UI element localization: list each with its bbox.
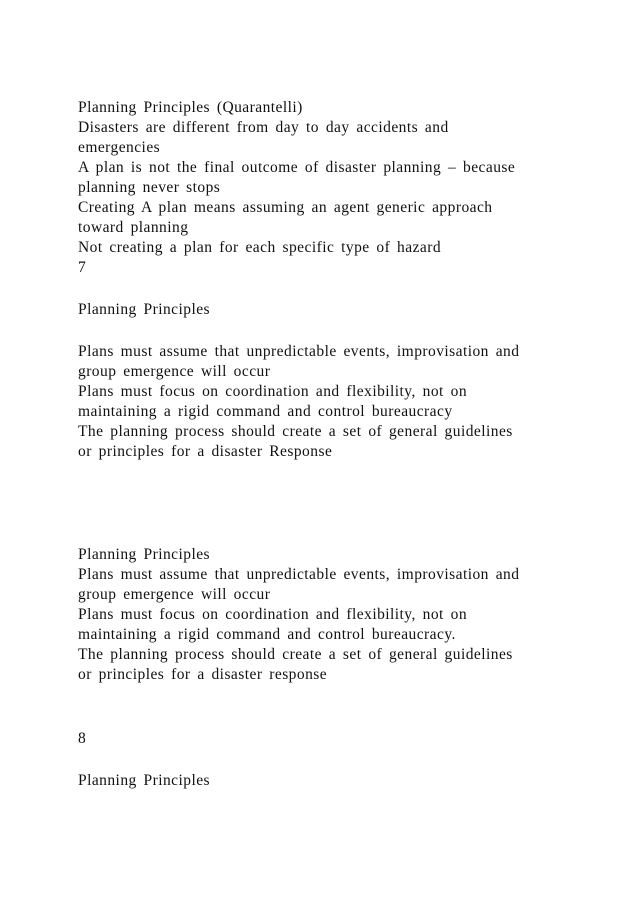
text-line: or principles for a disaster Response xyxy=(78,443,333,460)
text-line: maintaining a rigid command and control bureaucracy xyxy=(78,403,453,420)
section-heading: Planning Principles xyxy=(78,772,211,789)
text-line: The planning process should create a set of general guidelines xyxy=(78,646,513,663)
text-line: A plan is not the final outcome of disaster planning – because xyxy=(78,159,516,176)
text-line: Creating A plan means assuming an agent generic approach xyxy=(78,199,493,216)
text-line: toward planning xyxy=(78,219,189,236)
text-line: group emergence will occur xyxy=(78,363,271,380)
text-line: group emergence will occur xyxy=(78,586,271,603)
section-heading: Planning Principles xyxy=(78,546,211,563)
text-line: Plans must focus on coordination and flexibility, not on xyxy=(78,606,468,623)
text-line: Not creating a plan for each specific type of hazard xyxy=(78,239,442,256)
text-line: The planning process should create a set of general guidelines xyxy=(78,423,513,440)
text-line: or principles for a disaster response xyxy=(78,666,328,683)
section-heading: Planning Principles xyxy=(78,301,211,318)
text-line: Plans must focus on coordination and flexibility, not on xyxy=(78,383,468,400)
text-line: planning never stops xyxy=(78,179,221,196)
text-line: Plans must assume that unpredictable events, improvisation and xyxy=(78,566,520,583)
text-line: maintaining a rigid command and control bureaucracy. xyxy=(78,626,456,643)
text-line: Plans must assume that unpredictable events, improvisation and xyxy=(78,343,520,360)
text-line: Planning Principles (Quarantelli) xyxy=(78,99,303,116)
text-line: Disasters are different from day to day accidents and xyxy=(78,119,449,136)
page-number: 8 xyxy=(78,730,87,747)
text-line: emergencies xyxy=(78,139,161,156)
page-number: 7 xyxy=(78,259,87,276)
